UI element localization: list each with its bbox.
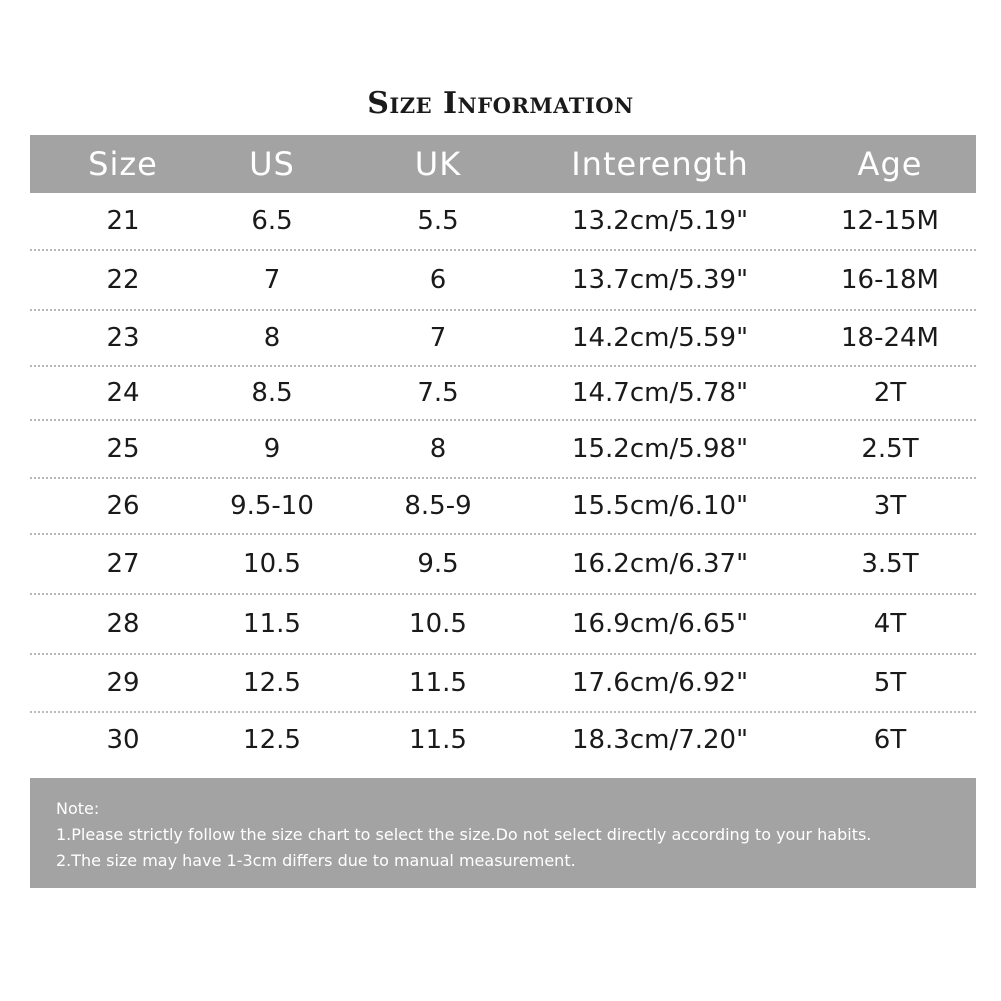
cell-age: 3.5T — [861, 549, 919, 579]
table-row — [30, 655, 976, 713]
cell-us: 12.5 — [243, 668, 301, 698]
table-row — [30, 311, 976, 367]
table-row — [30, 595, 976, 655]
cell-size: 25 — [106, 434, 140, 464]
cell-interength: 15.5cm/6.10" — [571, 491, 749, 521]
cell-size: 28 — [106, 609, 140, 639]
table-row — [30, 535, 976, 595]
cell-uk: 7 — [429, 323, 447, 353]
note-line-2: 2.The size may have 1-3cm differs due to manual measurement. — [56, 851, 576, 870]
cell-size: 29 — [106, 668, 140, 698]
cell-size: 24 — [106, 378, 140, 408]
cell-uk: 5.5 — [417, 206, 459, 236]
size-table — [30, 135, 976, 767]
cell-interength: 14.7cm/5.78" — [571, 378, 749, 408]
cell-us: 7 — [263, 265, 281, 295]
cell-age: 3T — [873, 491, 907, 521]
table-row — [30, 479, 976, 535]
table-row — [30, 421, 976, 479]
cell-uk: 11.5 — [409, 668, 467, 698]
table-row — [30, 713, 976, 767]
header-us: US — [249, 145, 295, 183]
cell-age: 5T — [873, 668, 907, 698]
cell-us: 8.5 — [251, 378, 293, 408]
cell-size: 21 — [106, 206, 140, 236]
cell-interength: 13.2cm/5.19" — [571, 206, 749, 236]
cell-uk: 8.5-9 — [404, 491, 472, 521]
note-box — [30, 778, 976, 888]
header-interength: Interength — [571, 145, 749, 183]
note-line-1: 1.Please strictly follow the size chart to select the size.Do not select directly according to your habits. — [56, 825, 872, 844]
cell-size: 22 — [106, 265, 140, 295]
cell-age: 4T — [873, 609, 907, 639]
cell-uk: 11.5 — [409, 725, 467, 755]
cell-size: 23 — [106, 323, 140, 353]
cell-interength: 13.7cm/5.39" — [571, 265, 749, 295]
cell-size: 27 — [106, 549, 140, 579]
table-row — [30, 193, 976, 251]
cell-uk: 7.5 — [417, 378, 459, 408]
cell-age: 16-18M — [841, 265, 939, 295]
cell-interength: 18.3cm/7.20" — [571, 725, 749, 755]
table-body — [30, 193, 976, 767]
header-uk: UK — [414, 145, 462, 183]
cell-age: 18-24M — [841, 323, 939, 353]
cell-size: 26 — [106, 491, 140, 521]
cell-uk: 6 — [429, 265, 447, 295]
cell-age: 2T — [873, 378, 907, 408]
cell-interength: 15.2cm/5.98" — [571, 434, 749, 464]
cell-uk: 10.5 — [409, 609, 467, 639]
page-title: Size Information — [367, 86, 634, 121]
cell-us: 9.5-10 — [230, 491, 314, 521]
table-row — [30, 367, 976, 421]
cell-age: 2.5T — [861, 434, 919, 464]
cell-us: 6.5 — [251, 206, 293, 236]
header-age: Age — [857, 145, 923, 183]
cell-us: 12.5 — [243, 725, 301, 755]
cell-uk: 9.5 — [417, 549, 459, 579]
cell-us: 10.5 — [243, 549, 301, 579]
cell-age: 12-15M — [841, 206, 939, 236]
cell-uk: 8 — [429, 434, 447, 464]
cell-us: 11.5 — [243, 609, 301, 639]
cell-interength: 16.9cm/6.65" — [571, 609, 749, 639]
cell-interength: 14.2cm/5.59" — [571, 323, 749, 353]
note-label: Note: — [56, 799, 100, 818]
table-header-row — [30, 135, 976, 193]
cell-interength: 16.2cm/6.37" — [571, 549, 749, 579]
table-row — [30, 251, 976, 311]
cell-interength: 17.6cm/6.92" — [571, 668, 749, 698]
cell-us: 8 — [263, 323, 281, 353]
cell-us: 9 — [263, 434, 281, 464]
header-size: Size — [88, 145, 158, 183]
cell-age: 6T — [873, 725, 907, 755]
cell-size: 30 — [106, 725, 140, 755]
